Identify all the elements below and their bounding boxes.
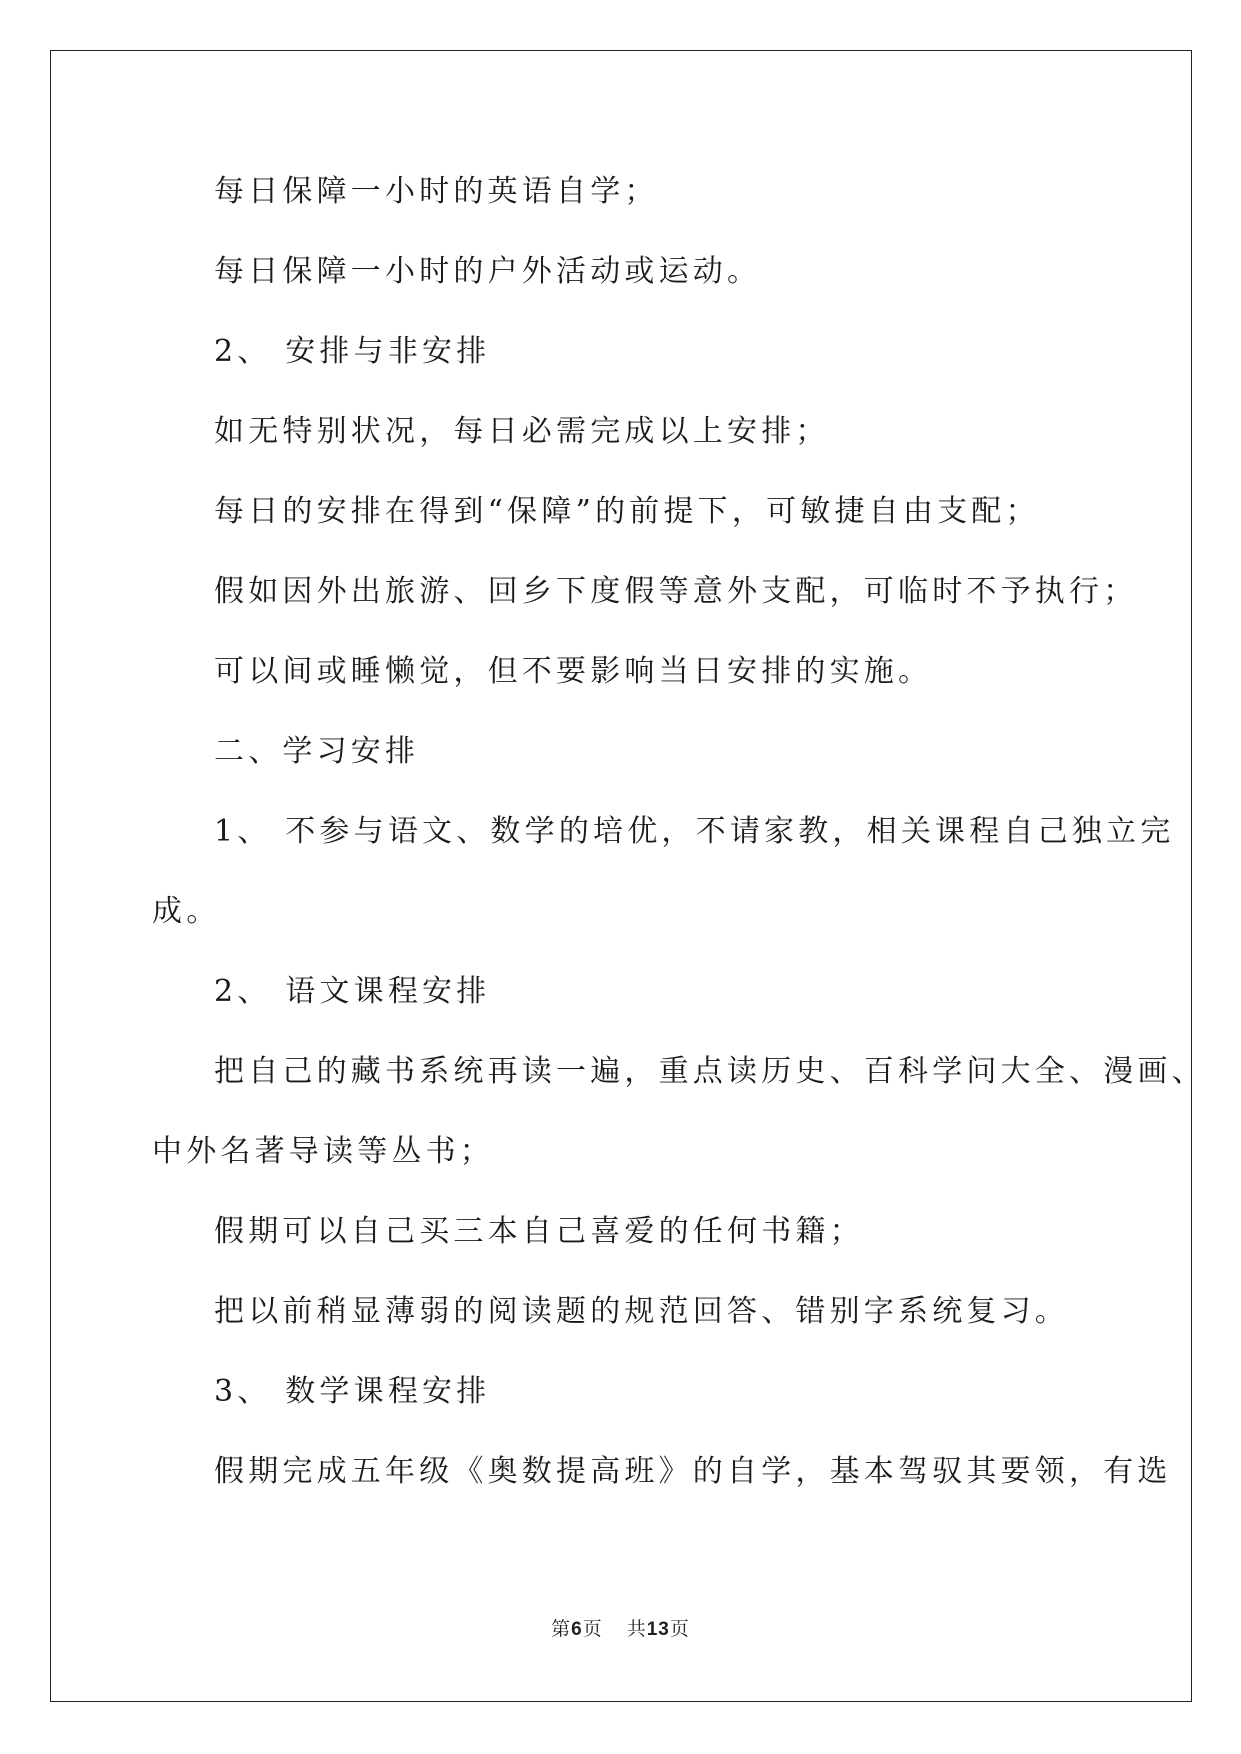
body-line: 每日保障一小时的户外活动或运动。 bbox=[214, 254, 762, 289]
section-heading: 二、学习安排 bbox=[214, 734, 420, 769]
body-line-continued: 中外名著导读等丛书； bbox=[152, 1134, 494, 1169]
body-line: 每日保障一小时的英语自学； bbox=[214, 174, 659, 209]
body-line-continued: 成。 bbox=[152, 894, 221, 929]
page-prefix: 第 bbox=[551, 1618, 572, 1640]
total-prefix: 共 bbox=[626, 1618, 647, 1640]
body-line: 把自己的藏书系统再读一遍，重点读历史、百科学问大全、漫画、 bbox=[214, 1054, 1206, 1089]
page-suffix: 页 bbox=[582, 1618, 603, 1640]
section-heading: 2、 安排与非安排 bbox=[214, 334, 491, 369]
total-suffix: 页 bbox=[669, 1618, 690, 1640]
body-line: 可以间或睡懒觉，但不要影响当日安排的实施。 bbox=[214, 654, 933, 689]
page-footer bbox=[0, 1614, 1241, 1641]
total-pages: 13 bbox=[646, 1619, 670, 1640]
body-line: 假期完成五年级《奥数提高班》的自学，基本驾驭其要领，有选 bbox=[214, 1454, 1172, 1489]
section-heading: 2、 语文课程安排 bbox=[214, 974, 491, 1009]
page-number: 6 bbox=[571, 1619, 583, 1640]
section-heading: 3、 数学课程安排 bbox=[214, 1374, 491, 1409]
body-line: 假如因外出旅游、回乡下度假等意外支配，可临时不予执行； bbox=[214, 574, 1138, 609]
body-line: 每日的安排在得到“保障”的前提下，可敏捷自由支配； bbox=[214, 494, 1040, 529]
body-line: 如无特别状况，每日必需完成以上安排； bbox=[214, 414, 830, 449]
body-line: 假期可以自己买三本自己喜爱的任何书籍； bbox=[214, 1214, 864, 1249]
body-line: 把以前稍显薄弱的阅读题的规范回答、错别字系统复习。 bbox=[214, 1294, 1069, 1329]
body-line: 1、 不参与语文、数学的培优，不请家教，相关课程自己独立完 bbox=[214, 814, 1175, 849]
